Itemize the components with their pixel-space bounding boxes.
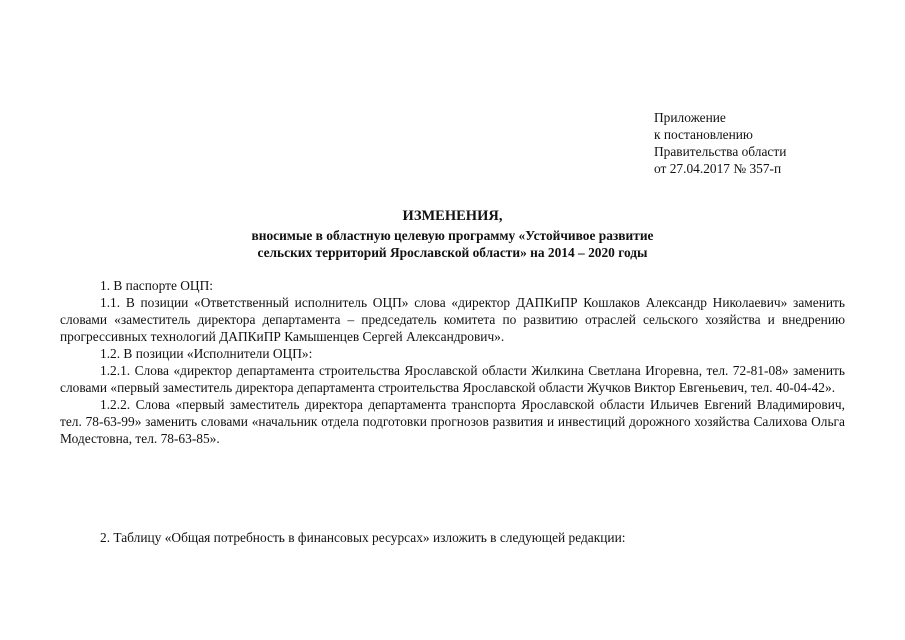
paragraph-1: 1. В паспорте ОЦП: bbox=[100, 278, 213, 293]
heading-title: ИЗМЕНЕНИЯ, bbox=[402, 208, 503, 224]
document-heading bbox=[60, 208, 845, 261]
appendix-block bbox=[654, 109, 874, 177]
heading-subtitle-line-2: сельских территорий Ярославской области» на 2014 – 2020 годы bbox=[257, 245, 648, 260]
paragraph-1-2: 1.2. В позиции «Исполнители ОЦП»: bbox=[100, 346, 313, 361]
heading-subtitle-line-1: вносимые в областную целевую программу «Устойчивое развитие bbox=[251, 228, 654, 243]
paragraph-1-2-1: 1.2.1. Слова «директор департамента строительства Ярославской области Жилкина Светлана Игоревна, тел. 72-81-08» заменить словами «первый заместитель директора департамента строительства Ярославской области Жучков Виктор Евгеньевич, тел. 40-04-42». bbox=[60, 363, 845, 395]
appendix-line-4: от 27.04.2017 № 357-п bbox=[654, 161, 782, 176]
appendix-line-1: Приложение bbox=[654, 110, 726, 125]
paragraph-1-2-2: 1.2.2. Слова «первый заместитель директора департамента транспорта Ярославской области Ильичев Евгений Владимирович, тел. 78-63-99» заменить словами «начальник отдела подготовки прогнозов развития и инвестиций дорожного хозяйства Салихова Ольга Модестовна, тел. 78-63-85». bbox=[60, 397, 845, 446]
spacer bbox=[60, 447, 845, 529]
paragraph-1-1: 1.1. В позиции «Ответственный исполнитель ОЦП» слова «директор ДАПКиПР Кошлаков Александр Николаевич» заменить словами «заместитель директора департамента – председатель комитета по развитию отраслей сельского хозяйства и внедрению прогрессивных технологий ДАПКиПР Камышенцев Сергей Александрович». bbox=[60, 295, 845, 344]
appendix-line-2: к постановлению bbox=[654, 127, 753, 142]
appendix-line-3: Правительства области bbox=[654, 144, 787, 159]
document-body bbox=[60, 277, 845, 546]
paragraph-2: 2. Таблицу «Общая потребность в финансовых ресурсах» изложить в следующей редакции: bbox=[100, 530, 626, 545]
